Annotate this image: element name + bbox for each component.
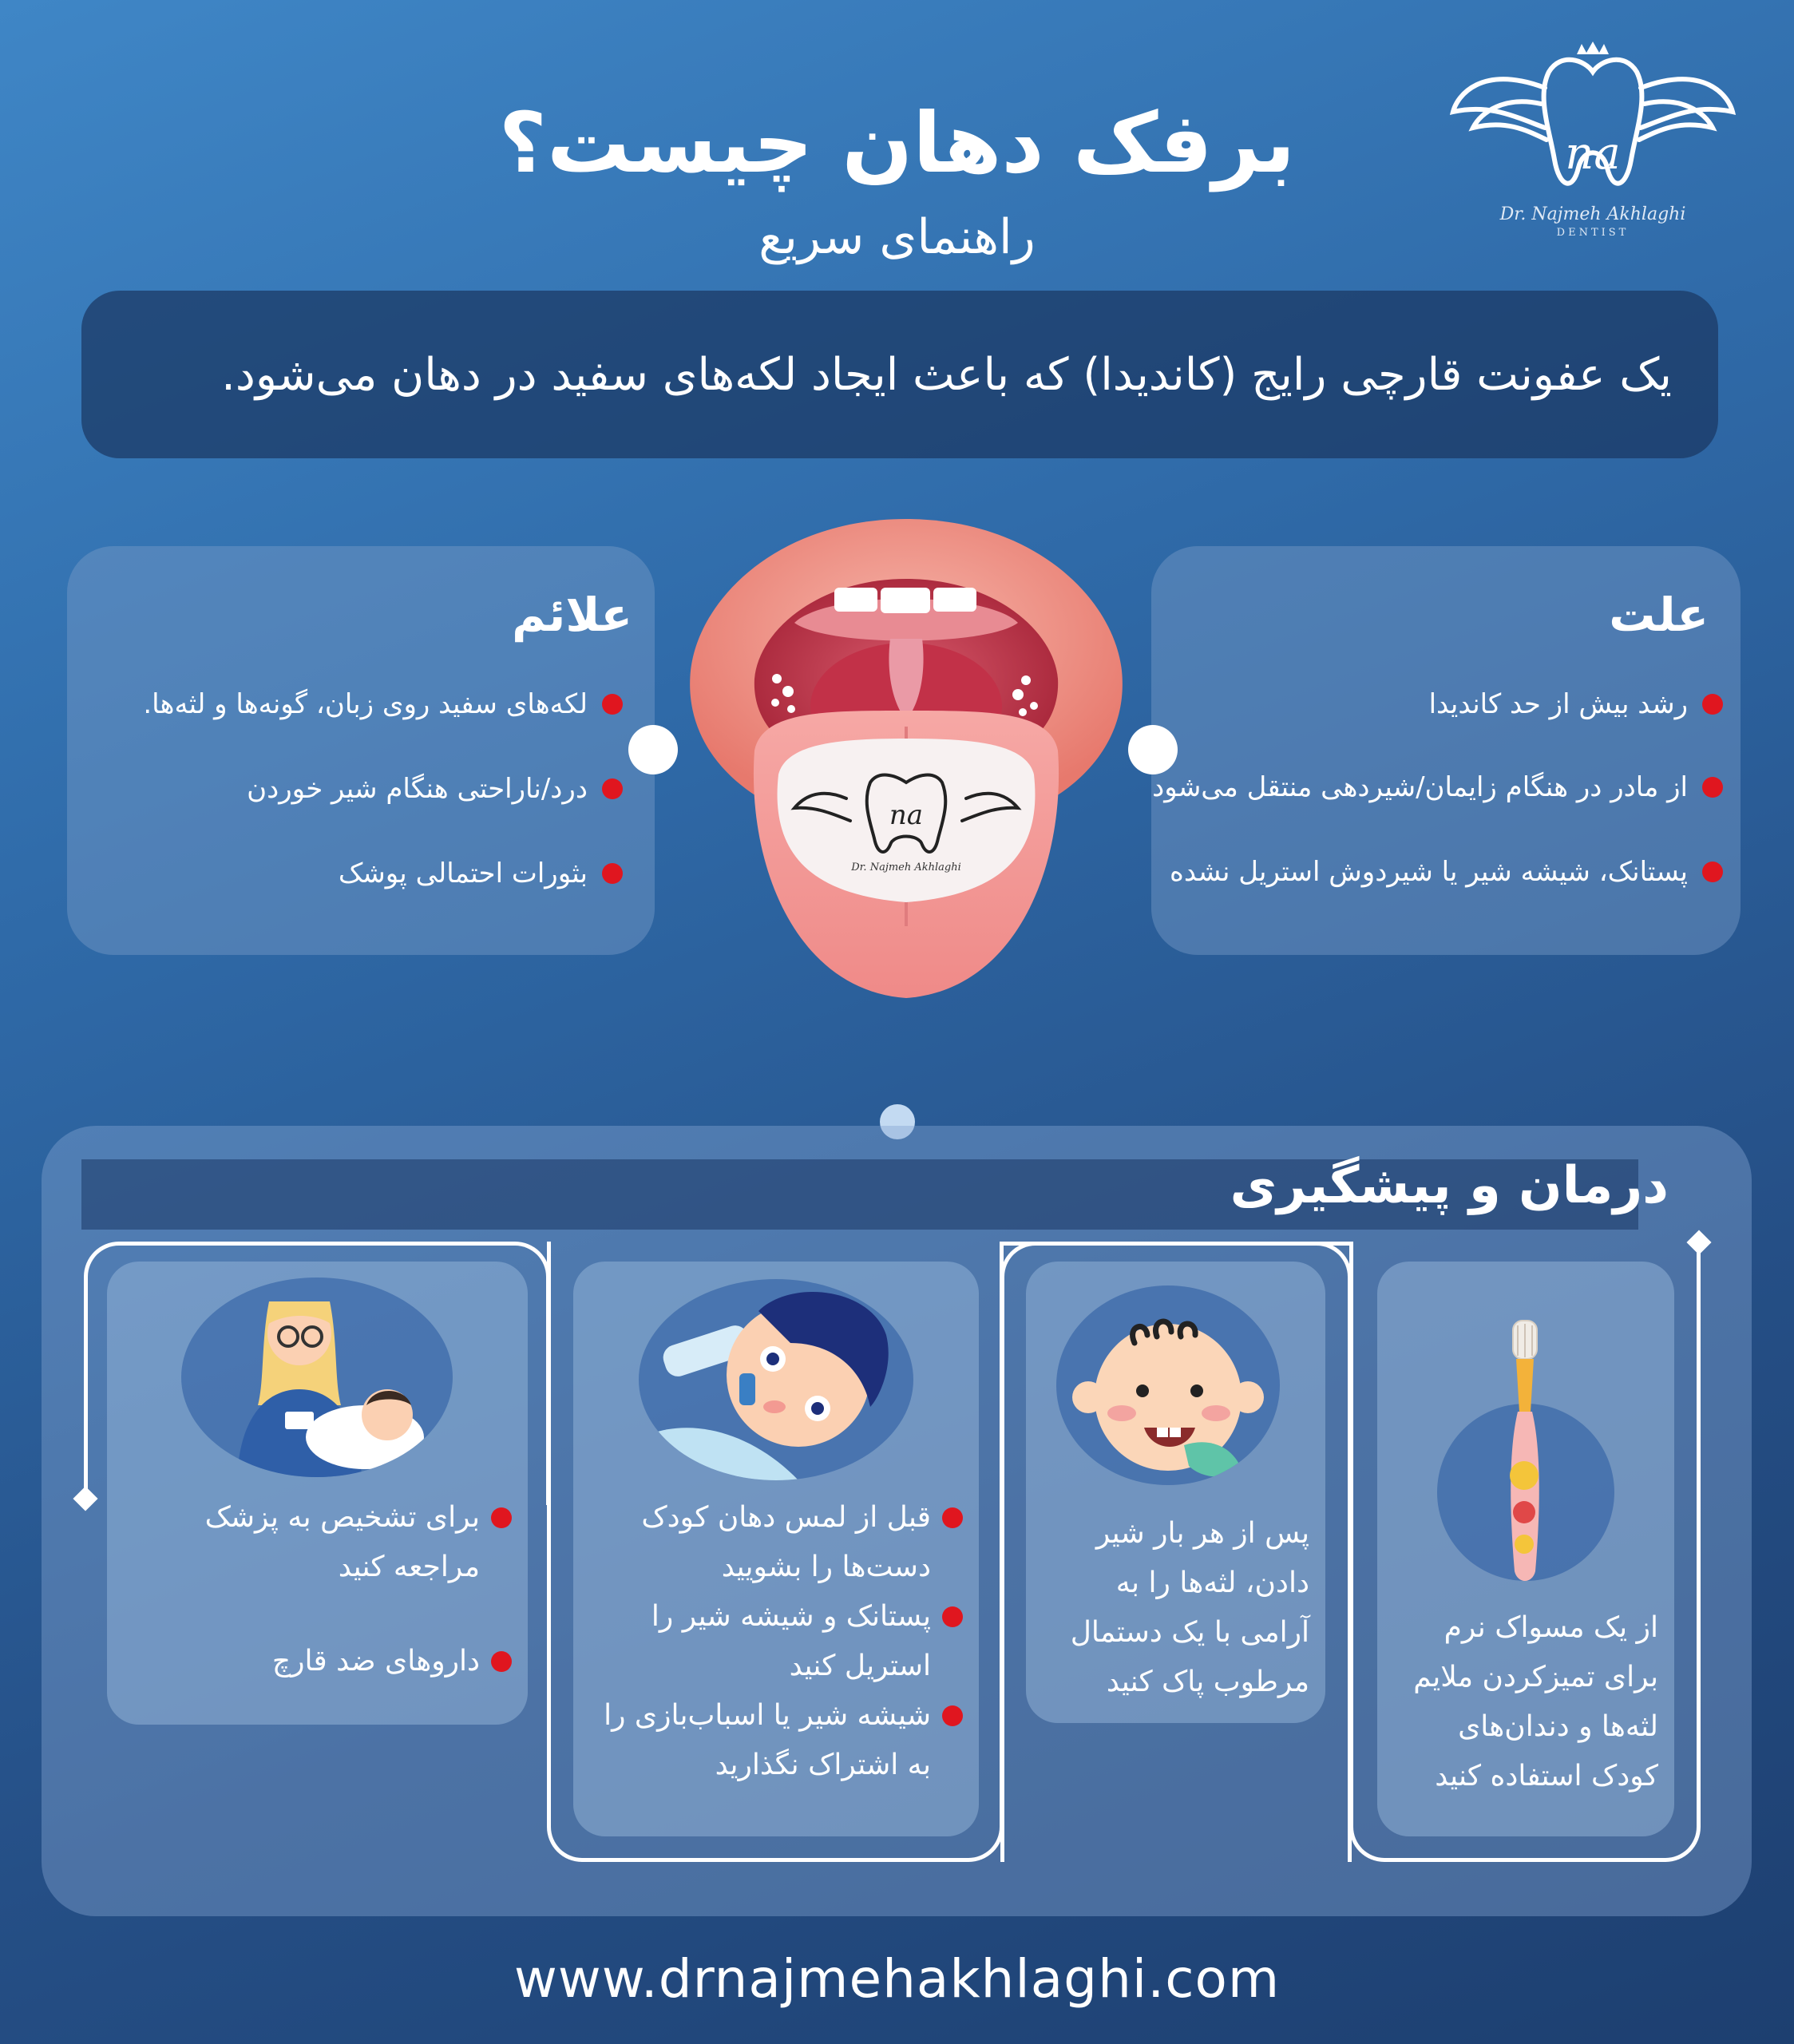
bullet-dot-icon: [491, 1651, 512, 1672]
bullet-dot-icon: [491, 1507, 512, 1528]
treatment-item: داروهای ضد قارچ: [121, 1637, 480, 1686]
bullet-dot-icon: [1702, 777, 1723, 798]
cause-item: پستانک، شیشه شیر یا شیردوش استریل نشده: [1170, 856, 1723, 888]
bullet-dot-icon: [602, 694, 623, 715]
card-illustration-bg: [1056, 1285, 1280, 1485]
treatment-list: [580, 1493, 931, 1790]
card-illustration-bg: [181, 1278, 453, 1477]
treatment-card: [107, 1262, 528, 1725]
symptoms-heading: علائم: [512, 588, 632, 642]
website-link[interactable]: www.drnajmehakhlaghi.com: [513, 1948, 1281, 2010]
bullet-dot-icon: [1702, 862, 1723, 882]
causes-heading: علت: [1609, 588, 1709, 642]
treatment-heading: درمان و پیشگیری: [1230, 1156, 1669, 1215]
bullet-dot-icon: [942, 1705, 963, 1726]
bullet-dot-icon: [1702, 694, 1723, 715]
treatment-item: پستانک و شیشه شیر را استریل کنید: [580, 1592, 931, 1691]
cause-item: رشد بیش از حد کاندیدا: [1429, 688, 1723, 720]
definition-text: یک عفونت قارچی رایج (کاندیدا) که باعث ایجاد لکه‌های سفید در دهان می‌شود.: [221, 348, 1672, 401]
treatment-card: [1377, 1262, 1674, 1836]
mouth-illustration: [683, 511, 1130, 1022]
treatment-text: پس از هر بار شیر دادن، لثه‌ها را به آرامی با یک دستمال مرطوب پاک کنید: [1070, 1517, 1309, 1698]
causes-panel: [1151, 546, 1741, 955]
logo-role: DENTIST: [1556, 227, 1630, 239]
clinic-logo: [1449, 40, 1737, 240]
logo-name: Dr. Najmeh Akhlaghi: [1499, 204, 1686, 224]
symptoms-panel: [67, 546, 655, 955]
open-mouth-tongue-icon: [683, 511, 1130, 1022]
treatment-item: شیشه شیر یا اسباب‌بازی را به اشتراک نگذارید: [580, 1691, 931, 1790]
treatment-item: برای تشخیص به پزشک مراجعه کنید: [121, 1493, 480, 1592]
baby-face-icon: [1056, 1285, 1280, 1485]
bullet-dot-icon: [602, 863, 623, 884]
tongue-logo-name: Dr. Najmeh Akhlaghi: [851, 862, 961, 873]
page-subtitle: راهنمای سریع: [758, 209, 1036, 265]
treatment-text: از یک مسواک نرم برای تمیزکردن ملایم لثه‌ها و دندان‌های کودک استفاده کنید: [1413, 1611, 1658, 1792]
logo-monogram: na: [1565, 128, 1621, 180]
card-illustration-bg: [639, 1279, 913, 1480]
treatment-item: قبل از لمس دهان کودک دست‌ها را بشویید: [580, 1493, 931, 1592]
symptom-item: درد/ناراحتی هنگام شیر خوردن: [247, 773, 623, 805]
bullet-dot-icon: [942, 1606, 963, 1627]
bullet-dot-icon: [942, 1507, 963, 1528]
connector-dot: [1128, 725, 1178, 774]
doctor-with-baby-icon: [181, 1278, 453, 1477]
page-title: برفک دهان چیست؟: [498, 94, 1296, 192]
baby-bottle-icon: [639, 1279, 913, 1480]
treatment-list: [121, 1493, 480, 1686]
tongue-logo-monogram: na: [889, 799, 924, 831]
connector-dot: [628, 725, 678, 774]
treatment-card: [1026, 1262, 1325, 1723]
definition-box: [81, 291, 1718, 458]
bullet-dot-icon: [602, 778, 623, 799]
toothbrush-icon: [1486, 1316, 1566, 1587]
symptom-item: بثورات احتمالی پوشک: [339, 858, 623, 889]
treatment-card: [573, 1262, 979, 1836]
symptom-item: لکه‌های سفید روی زبان، گونه‌ها و لثه‌ها.: [143, 688, 623, 720]
cause-item: از مادر در هنگام زایمان/شیردهی منتقل می‌شود: [1152, 771, 1723, 803]
